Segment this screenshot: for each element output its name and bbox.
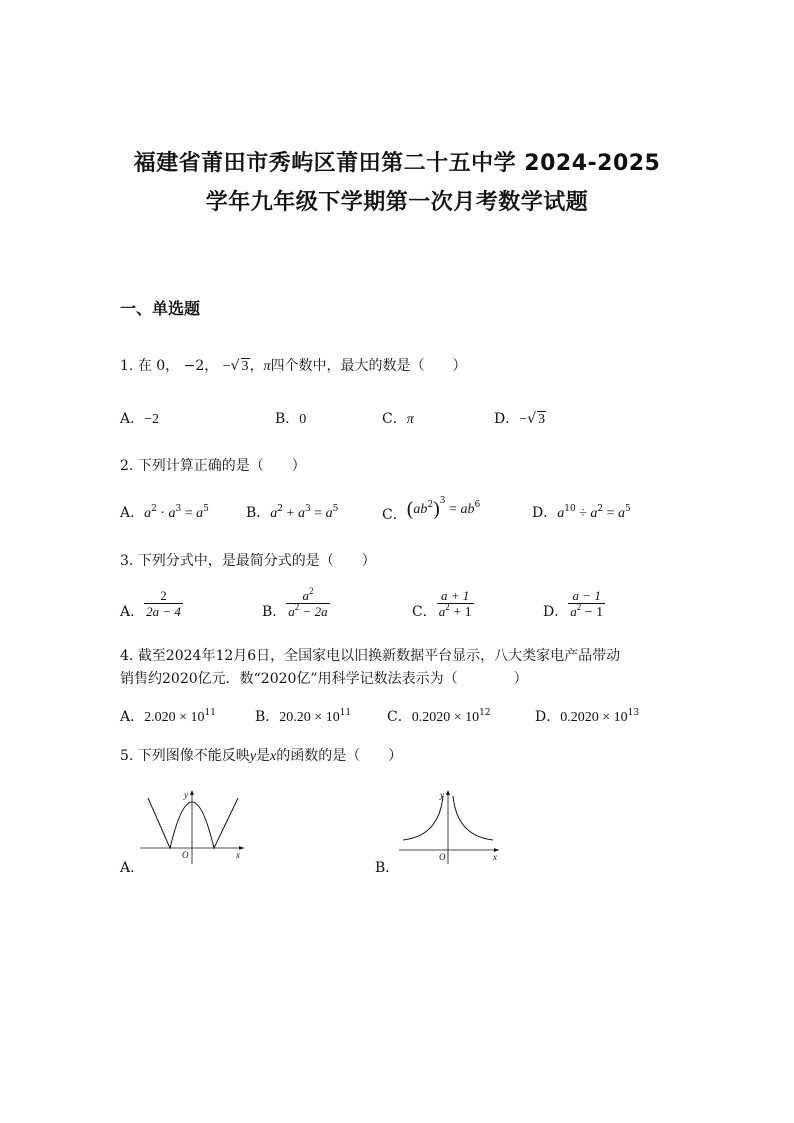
y-axis-arrow: [446, 790, 450, 795]
math-var: ab: [413, 502, 428, 517]
option-value: π: [406, 412, 414, 427]
question-stem: 截至2024年12月6日，全国家电以旧换新数据平台显示，八大类家电产品带动: [137, 648, 621, 664]
pi-symbol: π: [263, 359, 271, 374]
math-term: − 1: [581, 605, 604, 620]
option-1a[interactable]: [120, 408, 159, 428]
option-label: D．: [532, 505, 558, 521]
question-number: 5.: [120, 748, 134, 764]
numerator: a − 1: [572, 588, 601, 603]
math-var: a: [288, 604, 295, 619]
sci-mantissa: 0.2020 × 10: [560, 710, 628, 725]
exponent: 5: [203, 504, 209, 514]
option-2c[interactable]: [382, 498, 480, 521]
math-var: a: [302, 588, 309, 603]
option-label: C．: [412, 604, 437, 620]
option-5b-graph[interactable]: [395, 786, 505, 866]
option-1d[interactable]: [494, 408, 546, 428]
exponent: 2: [445, 602, 450, 612]
option-label: B．: [255, 709, 280, 725]
y-axis-label: y: [440, 790, 444, 800]
radical-sign: √: [527, 411, 537, 427]
radical-sign: √: [230, 358, 240, 374]
option-label: C．: [382, 411, 407, 427]
question-5: [120, 745, 402, 765]
function-curve-right: [453, 796, 493, 840]
option-3a[interactable]: [120, 588, 183, 619]
exponent: 2: [597, 504, 604, 514]
option-label: D．: [535, 709, 561, 725]
option-2b[interactable]: [246, 502, 338, 522]
question-number: 2.: [120, 458, 134, 474]
option-label: A．: [120, 505, 145, 521]
exponent: 5: [332, 504, 339, 514]
question-stem: 在 0， −2，: [137, 358, 219, 374]
function-curve-left: [403, 796, 443, 840]
denominator: 2a − 4: [146, 604, 181, 619]
left-paren: (: [406, 498, 414, 520]
question-stem: ，: [249, 358, 264, 374]
denominator: [286, 603, 329, 619]
question-stem: 四个数中，最大的数是（ ）: [270, 358, 467, 374]
option-2a[interactable]: [120, 502, 209, 522]
option-4d[interactable]: [535, 706, 639, 726]
option-label: A．: [120, 709, 145, 725]
numerator: a + 1: [441, 588, 470, 603]
neg-sign: −: [519, 412, 528, 427]
option-1c[interactable]: [382, 408, 414, 428]
question-2: [120, 455, 306, 475]
option-1b[interactable]: [275, 408, 306, 428]
exponent: 13: [627, 708, 640, 718]
option-label: B．: [275, 411, 300, 427]
question-3: [120, 550, 376, 570]
page-title-line1: 福建省莆田市秀屿区莆田第二十五中学 2024-2025: [133, 151, 661, 176]
option-4b[interactable]: [255, 706, 351, 726]
denominator: [568, 603, 605, 620]
operator: =: [181, 506, 197, 521]
exponent: 12: [479, 708, 491, 718]
exponent: 2: [576, 602, 582, 612]
question-number: 1.: [120, 358, 134, 374]
fraction: [144, 588, 183, 619]
question-1: [120, 355, 467, 375]
numerator: 2: [160, 588, 167, 603]
neg-sign: −: [222, 359, 231, 374]
math-var: a: [196, 506, 204, 521]
operator: =: [445, 502, 461, 517]
question-4-line2: 销售约2020亿元．数“2020亿”用科学记数法表示为（ ）: [120, 671, 528, 687]
math-term: + 1: [449, 605, 472, 620]
exponent: 3: [304, 504, 311, 514]
option-label: C．: [382, 507, 407, 523]
option-value: −2: [144, 412, 160, 427]
page-title-line2: 学年九年级下学期第一次月考数学试题: [205, 190, 589, 215]
option-2d[interactable]: [532, 502, 631, 522]
question-stem: 的函数的是（ ）: [276, 748, 403, 764]
origin-label: O: [182, 850, 189, 860]
math-var: ab: [460, 502, 475, 517]
question-4-line1: [120, 645, 620, 665]
y-axis-arrow: [190, 790, 194, 795]
exponent: 11: [339, 708, 352, 718]
question-number: 4.: [120, 648, 134, 664]
option-label: B．: [246, 505, 271, 521]
question-number: 3.: [120, 553, 134, 569]
option-label: D．: [494, 411, 520, 427]
x-axis-label: x: [236, 850, 240, 860]
option-label: A．: [120, 603, 145, 620]
question-stem: 下列图像不能反映: [137, 748, 250, 764]
x-axis-label: x: [493, 852, 497, 862]
sqrt-expression: [231, 358, 250, 375]
exponent: 2: [277, 504, 284, 514]
sci-mantissa: 0.2020 × 10: [411, 710, 480, 725]
math-var: a: [570, 604, 577, 619]
option-label: A．: [120, 411, 145, 427]
option-label: C．: [387, 709, 412, 725]
math-var: a: [325, 506, 333, 521]
numerator: [286, 588, 329, 603]
option-4a[interactable]: [120, 706, 216, 726]
math-var: a: [297, 506, 305, 521]
exponent: 10: [564, 504, 576, 514]
sci-mantissa: 20.20 × 10: [279, 710, 340, 725]
math-var: a: [557, 506, 565, 521]
question-stem: 下列分式中，是最简分式的是（ ）: [137, 553, 376, 569]
option-3b[interactable]: [262, 588, 330, 619]
function-curve: [148, 798, 238, 848]
option-5a-graph[interactable]: [140, 786, 250, 866]
math-var: y: [249, 749, 257, 764]
fraction: [437, 588, 474, 620]
question-stem: 下列计算正确的是（ ）: [137, 458, 306, 474]
option-5a-label[interactable]: A．: [120, 860, 145, 876]
section-heading: 一、单选题: [120, 299, 201, 318]
math-var: a: [144, 506, 152, 521]
right-paren: ): [433, 498, 440, 520]
exponent: 6: [474, 500, 481, 510]
option-3c[interactable]: [412, 588, 474, 620]
exponent: 2: [427, 500, 434, 510]
operator: =: [310, 506, 326, 521]
sqrt-expression: [527, 411, 546, 428]
exponent: 11: [204, 708, 216, 718]
operator: =: [603, 506, 619, 521]
operator: ·: [156, 506, 169, 521]
exponent: 2: [151, 504, 157, 514]
option-label: D．: [543, 604, 569, 620]
y-axis-label: y: [184, 790, 188, 800]
option-4c[interactable]: [387, 706, 491, 726]
exponent: 2: [294, 602, 300, 612]
sci-mantissa: 2.020 × 10: [144, 710, 205, 725]
math-var: a: [590, 506, 598, 521]
option-value: 0: [299, 412, 307, 427]
math-var: x: [270, 749, 277, 764]
option-label: B．: [262, 603, 287, 620]
exponent: 2: [308, 586, 314, 596]
exponent: 5: [625, 504, 631, 514]
fraction: [568, 588, 605, 620]
exponent: 3: [175, 504, 182, 514]
fraction: [286, 588, 329, 619]
math-var: a: [270, 506, 278, 521]
math-var: a: [438, 604, 446, 619]
math-term: − 2a: [299, 604, 328, 619]
radicand: 3: [538, 412, 546, 427]
exponent: 3: [439, 496, 446, 506]
operator: ÷: [575, 506, 591, 521]
math-var: a: [618, 506, 626, 521]
question-stem: 是: [256, 748, 271, 764]
origin-label: O: [439, 852, 446, 862]
denominator: [437, 603, 474, 620]
radicand: 3: [241, 359, 249, 374]
math-var: a: [168, 506, 176, 521]
option-5b-label[interactable]: B．: [375, 860, 400, 876]
option-3d[interactable]: [543, 588, 605, 620]
operator: +: [283, 506, 298, 521]
